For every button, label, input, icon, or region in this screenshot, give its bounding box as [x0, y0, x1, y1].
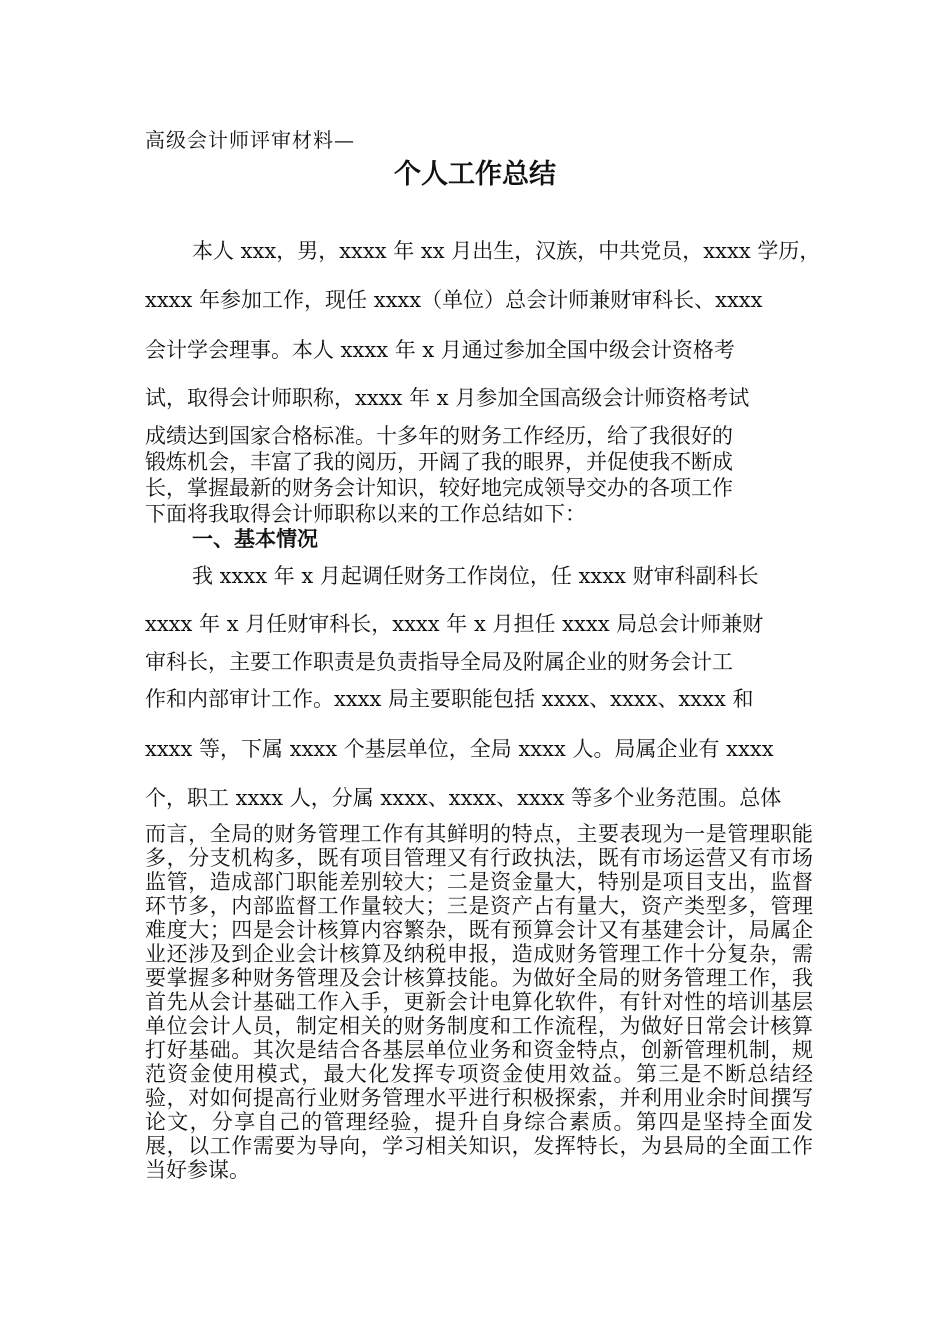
- document-title: 个人工作总结: [394, 159, 556, 190]
- para2-line: 审科长，主要工作职责是负责指导全局及附属企业的财务会计工: [145, 650, 733, 674]
- section-heading: 一、基本情况: [192, 527, 318, 551]
- para1-line: 长，掌握最新的财务会计知识，较好地完成领导交办的各项工作: [145, 476, 733, 500]
- para2-line: 我 xxxx 年 x 月起调任财务工作岗位，任 xxxx 财审科副科长: [192, 564, 759, 588]
- para1-line: 锻炼机会，丰富了我的阅历，开阔了我的眼界，并促使我不断成: [145, 450, 733, 474]
- para1-line: 本人 xxx，男，xxxx 年 xx 月出生，汉族，中共党员，xxxx 学历，: [192, 239, 821, 263]
- para1-line: 成绩达到国家合格标准。十多年的财务工作经历，给了我很好的: [145, 424, 733, 448]
- body-paragraph: 而言，全局的财务管理工作有其鲜明的特点，主要表现为一是管理职能多，分支机构多，既有项目管理又有行政执法，既有市场运营又有市场监管，造成部门职能差别较大；二是资金量大，特别是项目支出，监督环节多，内部监督工作量较大；三是资产占有量大，资产类型多，管理难度大；四是会计核算内容繁杂，既有预算会计又有基建会计，局属企业还涉及到企业会计核算及纳税申报，造成财务管理工作十分复杂，需要掌握多种财务管理及会计核算技能。为做好全局的财务管理工作，我首先从会计基础工作入手，更新会计电算化软件，有针对性的培训基层单位会计人员，制定相关的财务制度和工作流程，为做好日常会计核算打好基础。其次是结合各基层单位业务和资金特点，创新管理机制，规范资金使用模式，最大化发挥专项资金使用效益。第三是不断总结经验，对如何提高行业财务管理水平进行积极探索，并利用业余时间撰写论文，分享自己的管理经验，提升自身综合素质。第四是坚持全面发展，以工作需要为导向，学习相关知识，发挥特长，为县局的全面工作当好参谋。: [145, 822, 813, 1182]
- para1-line: 下面将我取得会计师职称以来的工作总结如下：: [145, 502, 586, 526]
- para2-line: xxxx 等，下属 xxxx 个基层单位，全局 xxxx 人。局属企业有 xxxx: [145, 737, 774, 761]
- para2-line: 个，职工 xxxx 人，分属 xxxx、xxxx、xxxx 等多个业务范围。总体: [145, 786, 782, 810]
- para1-line: 试，取得会计师职称，xxxx 年 x 月参加全国高级会计师资格考试: [145, 386, 750, 410]
- para2-line: 作和内部审计工作。xxxx 局主要职能包括 xxxx、xxxx、xxxx 和: [145, 687, 754, 711]
- para1-line: 会计学会理事。本人 xxxx 年 x 月通过参加全国中级会计资格考: [145, 338, 735, 362]
- para1-line: xxxx 年参加工作，现任 xxxx（单位）总会计师兼财审科长、xxxx: [145, 288, 763, 312]
- document-subtitle: 高级会计师评审材料—: [145, 128, 355, 152]
- para2-line: xxxx 年 x 月任财审科长，xxxx 年 x 月担任 xxxx 局总会计师兼财: [145, 612, 764, 636]
